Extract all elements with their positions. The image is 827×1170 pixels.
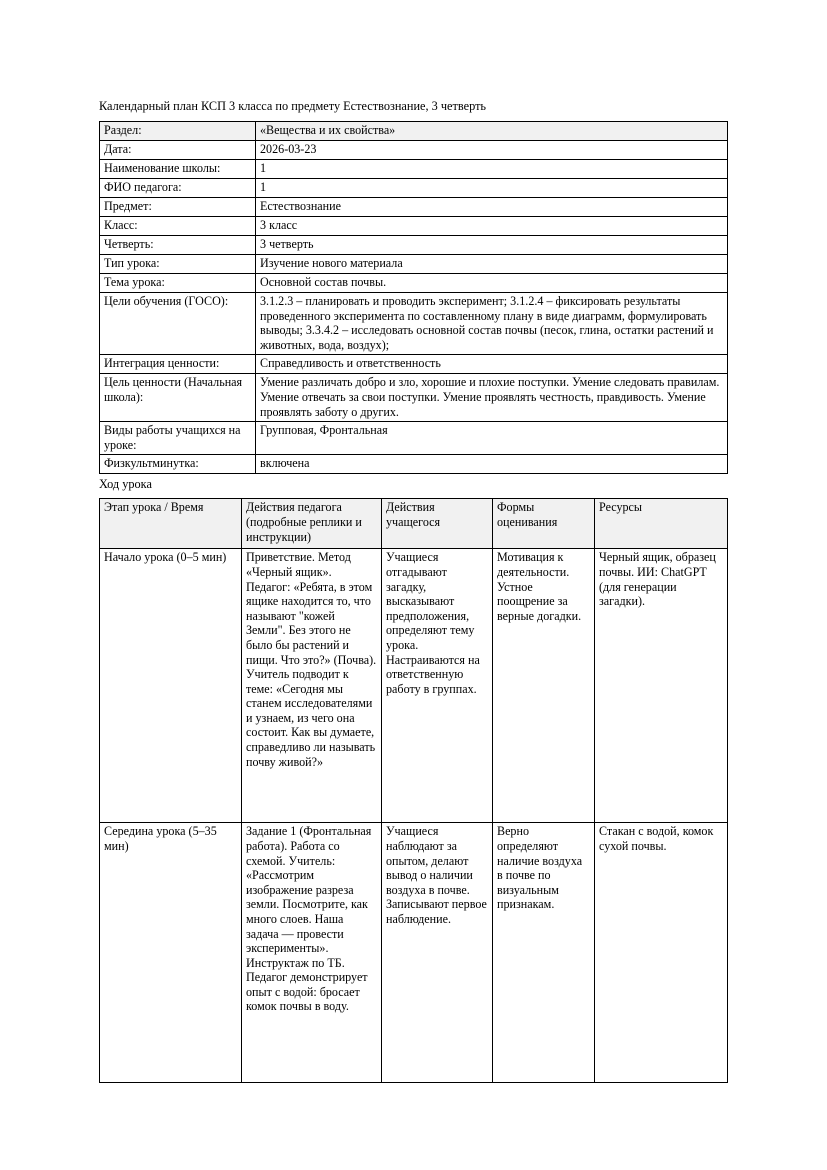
info-value: 3 четверть (256, 236, 728, 255)
info-value: 1 (256, 179, 728, 198)
table-row (100, 293, 728, 355)
info-label: Четверть: (100, 236, 256, 255)
table-row (100, 122, 728, 141)
info-value: Основной состав почвы. (256, 274, 728, 293)
info-value: Групповая, Фронтальная (256, 422, 728, 455)
table-row (100, 823, 728, 1083)
table-row (100, 374, 728, 422)
column-header-assessment: Формы оценивания (493, 499, 595, 549)
table-row (100, 255, 728, 274)
info-value: включена (256, 455, 728, 474)
table-row (100, 217, 728, 236)
info-label: Предмет: (100, 198, 256, 217)
column-header-resources: Ресурсы (595, 499, 728, 549)
info-label: Цели обучения (ГОСО): (100, 293, 256, 355)
cell-stage: Середина урока (5–35 мин) (100, 823, 242, 1083)
info-value: «Вещества и их свойства» (256, 122, 728, 141)
info-value: 3.1.2.3 – планировать и проводить эксперимент; 3.1.2.4 – фиксировать результаты проведенного эксперимента по составленному плану в виде диаграмм, формулировать выводы; 3.3.4.2 – исследовать основной состав почвы (песок, глина, остатки растений и животных, вода, воздух); (256, 293, 728, 355)
cell-assessment: Мотивация к деятельности. Устное поощрение за верные догадки. (493, 549, 595, 823)
info-label: Тип урока: (100, 255, 256, 274)
table-row (100, 236, 728, 255)
info-value: 1 (256, 160, 728, 179)
cell-resources: Черный ящик, образец почвы. ИИ: ChatGPT (для генерации загадки). (595, 549, 728, 823)
cell-teacher-actions: Задание 1 (Фронтальная работа). Работа со схемой. Учитель: «Рассмотрим изображение разреза земли. Посмотрите, как много слоев. Наша задача — провести эксперименты». Инструктаж по ТБ. Педагог демонстрирует опыт с водой: бросает комок почвы в воду. (242, 823, 382, 1083)
table-row (100, 455, 728, 474)
info-label: Цель ценности (Начальная школа): (100, 374, 256, 422)
info-value: Естествознание (256, 198, 728, 217)
info-label: Наименование школы: (100, 160, 256, 179)
info-label: Физкультминутка: (100, 455, 256, 474)
document-content (99, 99, 727, 1083)
table-row (100, 179, 728, 198)
info-value: Умение различать добро и зло, хорошие и плохие поступки. Умение следовать правилам. Умение отвечать за свои поступки. Умение проявлять честность, правдивость. Умение проявлять заботу о других. (256, 374, 728, 422)
info-label: Тема урока: (100, 274, 256, 293)
cell-assessment: Верно определяют наличие воздуха в почве по визуальным признакам. (493, 823, 595, 1083)
info-label: Виды работы учащихся на уроке: (100, 422, 256, 455)
cell-resources: Стакан с водой, комок сухой почвы. (595, 823, 728, 1083)
cell-stage: Начало урока (0–5 мин) (100, 549, 242, 823)
info-label: Интеграция ценности: (100, 355, 256, 374)
table-row (100, 549, 728, 823)
lesson-flow-heading: Ход урока (99, 477, 152, 492)
cell-student-actions: Учащиеся отгадывают загадку, высказывают предположения, определяют тему урока. Настраиваются на ответственную работу в группах. (382, 549, 493, 823)
table-row (100, 198, 728, 217)
column-header-teacher-actions: Действия педагога (подробные реплики и инструкции) (242, 499, 382, 549)
table-row (100, 141, 728, 160)
table-row (100, 160, 728, 179)
lesson-info-table (99, 121, 728, 474)
info-value: Справедливость и ответственность (256, 355, 728, 374)
table-row (100, 274, 728, 293)
table-row (100, 422, 728, 455)
column-header-student-actions: Действия учащегося (382, 499, 493, 549)
page-title: Календарный план КСП 3 класса по предмету Естествознание, 3 четверть (99, 99, 487, 113)
cell-student-actions: Учащиеся наблюдают за опытом, делают вывод о наличии воздуха в почве. Записывают первое наблюдение. (382, 823, 493, 1083)
table-row (100, 355, 728, 374)
info-label: Раздел: (100, 122, 256, 141)
info-value: 2026-03-23 (256, 141, 728, 160)
info-value: 3 класс (256, 217, 728, 236)
column-header-stage: Этап урока / Время (100, 499, 242, 549)
lesson-flow-table (99, 498, 728, 1083)
table-header-row (100, 499, 728, 549)
info-value: Изучение нового материала (256, 255, 728, 274)
info-label: Класс: (100, 217, 256, 236)
info-label: ФИО педагога: (100, 179, 256, 198)
cell-teacher-actions: Приветствие. Метод «Черный ящик». Педагог: «Ребята, в этом ящике находится то, что называют "кожей Земли". Без этого не было бы растений и пищи. Что это?» (Почва). Учитель подводит к теме: «Сегодня мы станем исследователями и узнаем, из чего она состоит. Как вы думаете, справедливо ли называть почву живой?» (242, 549, 382, 823)
info-label: Дата: (100, 141, 256, 160)
